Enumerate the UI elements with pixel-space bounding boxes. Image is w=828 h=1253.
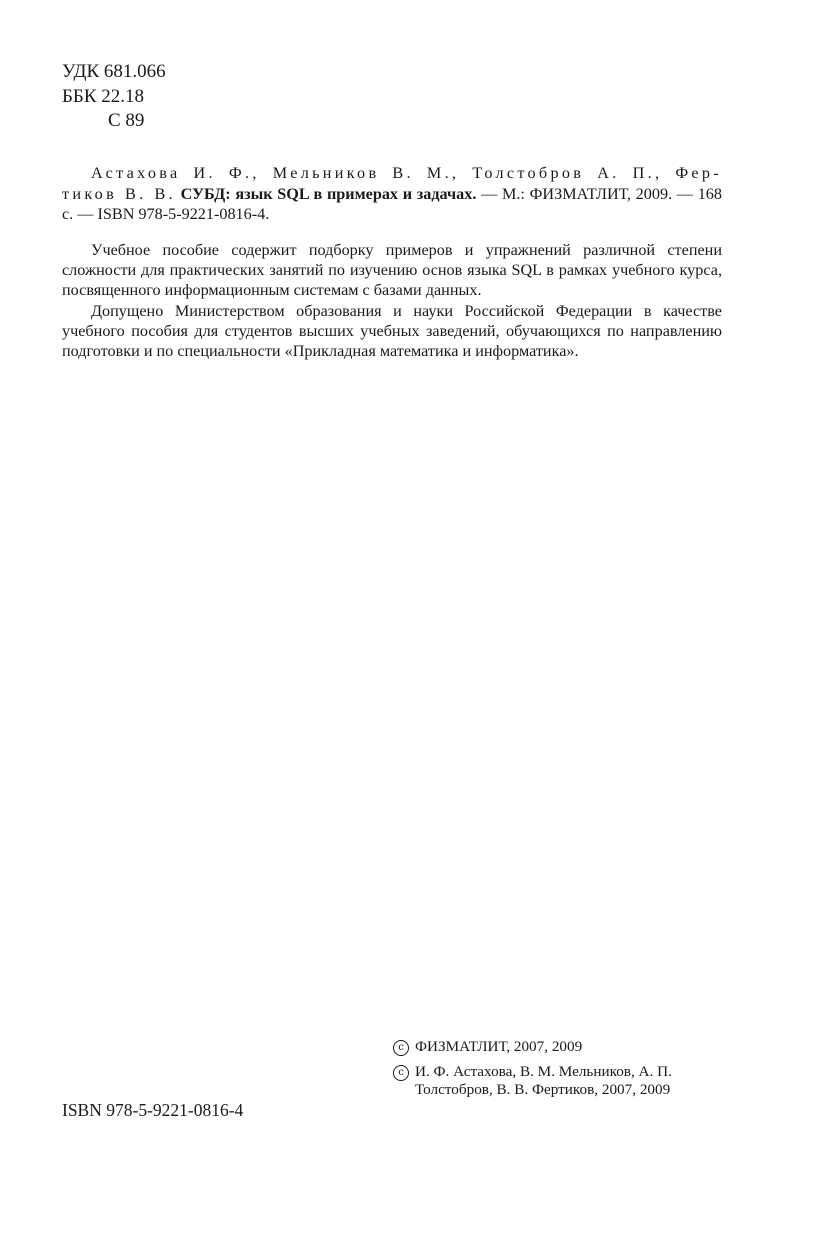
author-mark: С 89 [108,110,145,131]
annotation-paragraph-2: Допущено Министерством образования и науки Российской Федерации в качестве учебного пособия для студентов высших учебных заведений, обучающихся по направлению подготовки и по специальности «Прикладная математика и информатика». [62,301,722,361]
bib-publisher: — М.: ФИЗМАТЛИТ, 2009. — 168 с. — ISBN 978-5-9221-0816-4. [62,184,722,223]
bibliographic-entry [62,163,722,225]
bib-authors-line1: Астахова И. Ф., Мельников В. М., Толстобров А. П., Фер- [91,164,722,182]
copyright-text: ФИЗМАТЛИТ, 2007, 2009 [415,1038,583,1055]
copyright-block [393,1038,723,1106]
annotation [62,240,722,361]
bib-authors-line2: тиков В. В. [62,184,176,203]
copyright-icon: c [393,1040,409,1056]
udk-code: УДК 681.066 [62,61,166,82]
bib-title: СУБД: язык SQL в примерах и задачах. [180,184,477,203]
copyright-icon: c [393,1065,409,1081]
copyright-text: И. Ф. Астахова, В. М. Мельников, А. П. Толстобров, В. В. Фертиков, 2007, 2009 [415,1062,672,1098]
bbk-code: ББК 22.18 [62,85,144,107]
isbn-number: ISBN 978-5-9221-0816-4 [62,1100,244,1120]
copyright-item [393,1063,723,1100]
annotation-paragraph-1: Учебное пособие содержит подборку примеров и упражнений различной степени сложности для практических занятий по изучению основ языка SQL в рамках учебного курса, посвященного информационным системам с базами данных. [62,241,722,300]
classification-block [62,60,166,134]
copyright-item [393,1038,723,1057]
